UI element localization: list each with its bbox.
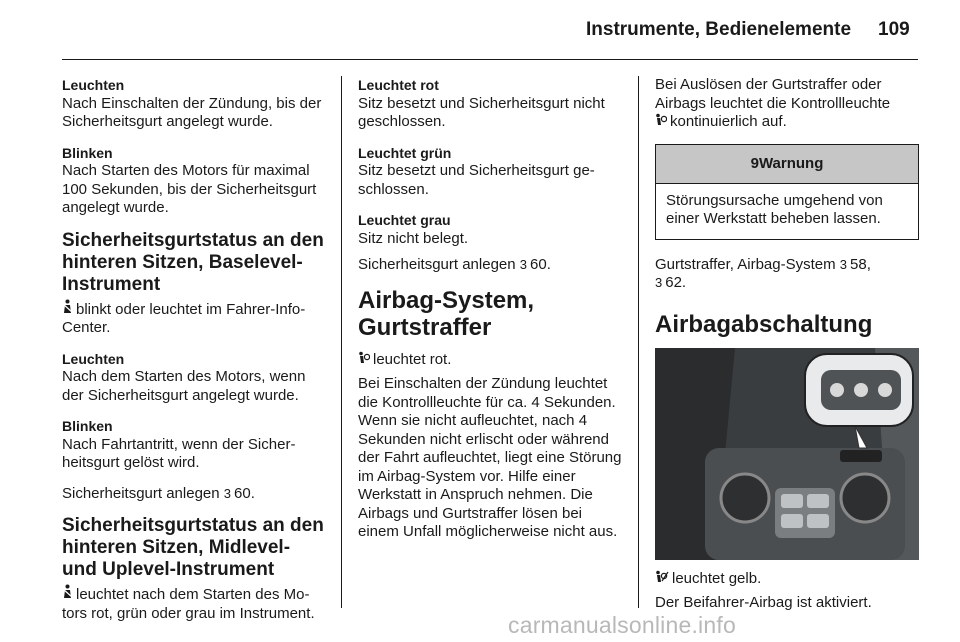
subheading: Leuchten (62, 350, 125, 367)
text-block (358, 351, 626, 370)
subheading: Leuchtet rot (358, 77, 439, 93)
text-block (62, 299, 328, 338)
subheading: Blinken (62, 418, 113, 434)
reference-text: Gurtstraffer, Airbag-System (655, 255, 836, 273)
reference-page: 60. (234, 484, 255, 502)
seatbelt-icon (62, 299, 73, 320)
airbag-off-icon (655, 570, 669, 589)
warning-icon: 9 (750, 154, 759, 172)
text-block (62, 144, 328, 218)
section-heading: Airbagabschaltung (655, 310, 873, 338)
airbag-icon (358, 351, 370, 370)
warning-text: Störungsursache umgehend von einer Werkstatt beheben lassen. (666, 191, 883, 227)
page-header (0, 0, 960, 52)
paragraph: Nach Einschalten der Zündung, bis der Sicherheitsgurt angelegt wurde. (62, 94, 322, 130)
paragraph: Bei Auslösen der Gurtstraffer oder Airbags leuchtet die Kontrollleuchte (655, 76, 891, 112)
reference-text: Sicherheitsgurt anlegen (358, 256, 516, 273)
column-divider (638, 76, 639, 608)
section-heading: Airbag-System, Gurtstraffer (358, 286, 535, 341)
paragraph: leuchtet nach dem Starten des Motors rot, grün oder grau im Instrument. (62, 586, 315, 622)
section-heading: Sicherheitsgurtstatus an den hinteren Sitzen, Midlevel- und Uplevel-Instrument (62, 515, 324, 580)
paragraph: Nach Fahrtantritt, wenn der Sicherheitsgurt gelöst wird. (62, 435, 296, 471)
paragraph: Sitz nicht belegt. (358, 229, 469, 247)
subheading: Leuchtet grün (358, 144, 452, 161)
reference-text: Sicherheitsgurt anlegen (62, 484, 220, 502)
text-block (358, 375, 626, 542)
paragraph: kontinuierlich auf. (670, 113, 787, 130)
cross-reference (62, 485, 328, 504)
text-block (62, 350, 328, 406)
subheading: Blinken (62, 144, 113, 161)
paragraph: blinkt oder leuchtet im Fahrer-Info-Center. (62, 300, 306, 336)
paragraph: Der Beifahrer-Airbag ist aktiviert. (655, 594, 872, 611)
text-block (62, 417, 328, 473)
warning-title: Warnung (758, 154, 824, 172)
paragraph: Nach Starten des Motors für maximal 100 Sekunden, bis der Sicherheitsgurt angelegt wurde. (62, 162, 317, 216)
text-block (358, 76, 626, 132)
reference-page: 58, (850, 255, 871, 273)
paragraph: leuchtet gelb. (672, 569, 762, 587)
page-arrow-icon: 3 (655, 275, 663, 290)
cross-reference (358, 256, 626, 275)
airbag-icon (655, 113, 667, 132)
page-title: Instrumente, Bedienelemente (586, 19, 852, 40)
warning-header (656, 145, 918, 184)
warning-box (655, 144, 919, 240)
paragraph: Sitz besetzt und Sicherheitsgurt nicht geschlossen. (358, 94, 605, 130)
paragraph: Nach dem Starten des Motors, wenn der Sicherheitsgurt angelegt wurde. (62, 368, 306, 404)
dashboard-photo (655, 348, 919, 560)
page-arrow-icon: 3 (839, 256, 848, 272)
text-block (62, 76, 328, 132)
text-block (655, 570, 919, 589)
paragraph: Bei Einschalten der Zündung leuchtet die Kontrollleuchte für ca. 4 Sekunden. Wenn sie nicht aufleuchtet, nach 4 Sekunden nicht erlischt oder während der Fahrt aufleuchtet, liegt eine Störung im Airbag-System vor. Hilfe einer Werkstatt in Anspruch nehmen. Die Airbags und Gurtstraffer lösen bei einem Unfall möglicherweise nicht aus. (358, 375, 622, 540)
seatbelt-icon (62, 584, 73, 605)
page-number: 109 (878, 19, 910, 40)
header-rule (62, 59, 918, 60)
reference-page: 62. (665, 274, 687, 291)
page-arrow-icon: 3 (223, 485, 232, 501)
column-middle (358, 76, 626, 554)
page-arrow-icon: 3 (519, 257, 528, 272)
text-block (62, 584, 328, 623)
subheading: Leuchtet grau (358, 212, 451, 228)
paragraph: leuchtet rot. (373, 350, 452, 368)
reference-page: 60. (530, 256, 551, 273)
text-block (655, 594, 919, 613)
watermark: carmanualsonline.info (508, 612, 736, 638)
column-divider (341, 76, 342, 608)
text-block (358, 144, 626, 200)
cross-reference (655, 256, 919, 293)
text-block (358, 211, 626, 248)
column-left (62, 76, 328, 635)
subheading: Leuchten (62, 77, 125, 93)
column-right (655, 76, 919, 625)
section-heading: Sicherheitsgurtstatus an den hinteren Sitzen, Baselevel-Instrument (62, 229, 324, 295)
text-block (655, 76, 919, 132)
paragraph: Sitz besetzt und Sicherheitsgurt geschlossen. (358, 162, 595, 198)
